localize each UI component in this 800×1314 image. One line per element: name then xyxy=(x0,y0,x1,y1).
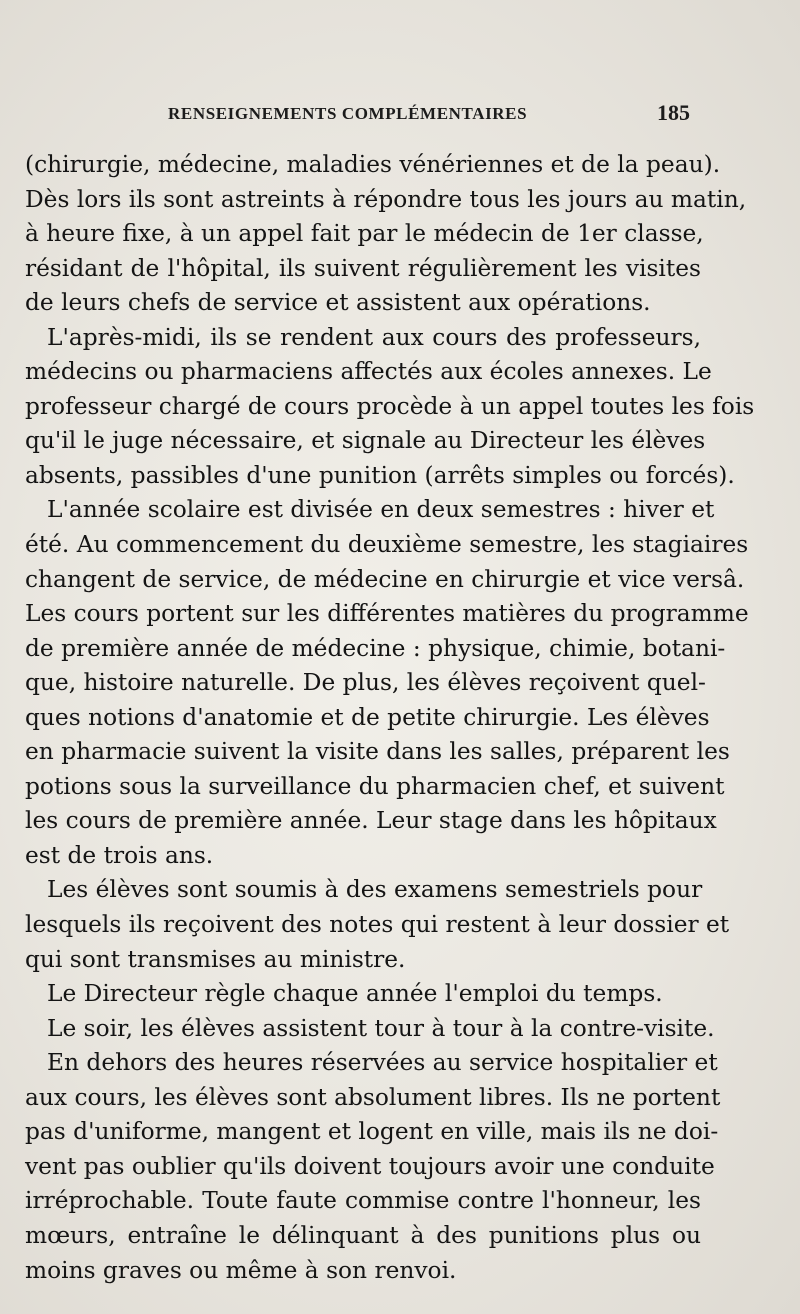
text-line: moins graves ou même à son renvoi. xyxy=(25,1256,457,1284)
text-line: de première année de médecine : physique, chimie, botani- xyxy=(25,634,726,662)
text-line: L'année scolaire est divisée en deux semestres : hiver et xyxy=(47,496,715,524)
text-line: changent de service, de médecine en chirurgie et vice versâ. xyxy=(25,565,745,593)
body-text xyxy=(25,148,755,1288)
text-line: pas d'uniforme, mangent et logent en ville, mais ils ne doi- xyxy=(25,1118,719,1146)
text-line: les cours de première année. Leur stage dans les hôpitaux xyxy=(25,807,717,835)
text-line: Le soir, les élèves assistent tour à tour à la contre-visite. xyxy=(47,1014,715,1042)
text-line: Les élèves sont soumis à des examens semestriels pour xyxy=(47,876,703,904)
text-line: qui sont transmises au ministre. xyxy=(25,945,406,973)
text-line: L'après-midi, ils se rendent aux cours des professeurs, xyxy=(47,323,701,351)
text-line: résidant de l'hôpital, ils suivent régulièrement les visites xyxy=(25,254,701,282)
text-line: aux cours, les élèves sont absolument libres. Ils ne portent xyxy=(25,1083,721,1111)
text-line: en pharmacie suivent la visite dans les salles, préparent les xyxy=(25,738,730,766)
text-line: absents, passibles d'une punition (arrêts simples ou forcés). xyxy=(25,461,735,489)
text-line: que, histoire naturelle. De plus, les élèves reçoivent quel- xyxy=(25,669,706,697)
text-line: En dehors des heures réservées au service hospitalier et xyxy=(47,1049,718,1077)
text-line: est de trois ans. xyxy=(25,841,214,869)
text-line: potions sous la surveillance du pharmacien chef, et suivent xyxy=(25,772,725,800)
page-header xyxy=(130,100,690,130)
text-line: professeur chargé de cours procède à un appel toutes les fois xyxy=(25,392,755,420)
text-line: médecins ou pharmaciens affectés aux écoles annexes. Le xyxy=(25,358,712,386)
text-line: été. Au commencement du deuxième semestre, les stagiaires xyxy=(25,531,749,559)
text-line: Le Directeur règle chaque année l'emploi du temps. xyxy=(47,980,663,1008)
text-line: ques notions d'anatomie et de petite chirurgie. Les élèves xyxy=(25,703,710,731)
text-line: à heure fixe, à un appel fait par le médecin de 1er classe, xyxy=(25,220,704,248)
text-line: vent pas oublier qu'ils doivent toujours avoir une conduite xyxy=(25,1152,715,1180)
text-line: irréprochable. Toute faute commise contre l'honneur, les xyxy=(25,1187,701,1215)
text-line: lesquels ils reçoivent des notes qui restent à leur dossier et xyxy=(25,911,730,939)
page-number: 185 xyxy=(657,100,690,125)
text-line: mœurs, entraîne le délinquant à des punitions plus ou xyxy=(25,1221,701,1249)
text-line: Dès lors ils sont astreints à répondre tous les jours au matin, xyxy=(25,185,747,213)
text-line: (chirurgie, médecine, maladies vénériennes et de la peau). xyxy=(25,151,721,178)
text-line: Les cours portent sur les différentes matières du programme xyxy=(25,600,749,628)
text-line: de leurs chefs de service et assistent aux opérations. xyxy=(25,289,651,317)
running-head: RENSEIGNEMENTS COMPLÉMENTAIRES xyxy=(168,104,528,123)
text-line: qu'il le juge nécessaire, et signale au Directeur les élèves xyxy=(25,427,706,455)
